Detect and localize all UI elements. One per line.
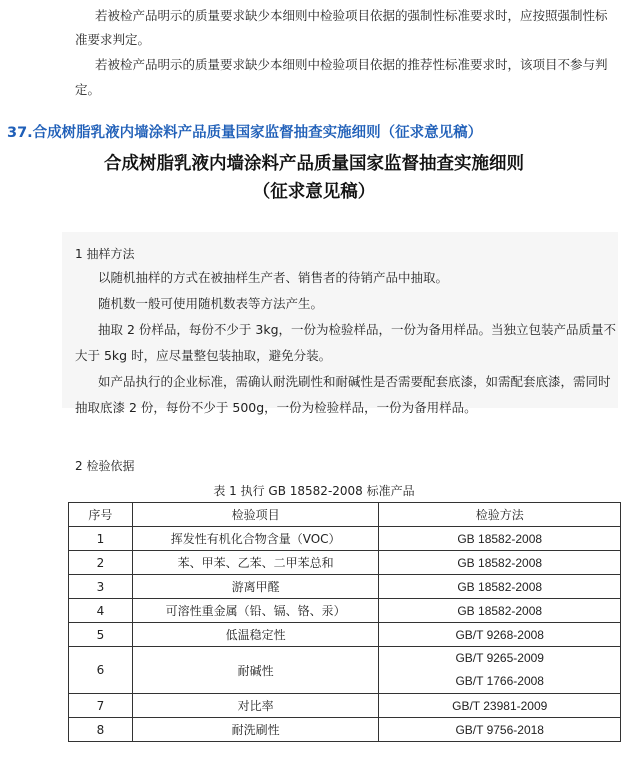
row-number: 3 [69,575,133,599]
row-number: 8 [69,718,133,742]
doc-subtitle: （征求意见稿） [252,182,376,202]
intro-line-2: 准要求判定。 [75,32,151,47]
inspection-method [379,647,621,694]
section-title: 37.合成树脂乳液内墙涂料产品质量国家监督抽查实施细则（征求意见稿） [7,125,483,141]
sampling-p4-line2: 抽取底漆 2 份，每份不少于 500g，一份为检验样品，一份为备用样品。 [75,400,477,415]
inspection-item: 对比率 [132,694,379,718]
inspection-item: 游离甲醛 [132,575,379,599]
table-row [69,527,621,551]
method-line: GB/T 9265-2009 [455,651,544,665]
intro-line-1: 若被检产品明示的质量要求缺少本细则中检验项目依据的强制性标准要求时，应按照强制性标 [95,8,608,23]
inspection-method: GB 18582-2008 [379,551,621,575]
inspection-method: GB 18582-2008 [379,575,621,599]
inspection-item: 低温稳定性 [132,623,379,647]
inspection-method: GB/T 9268-2008 [379,623,621,647]
table-row [69,599,621,623]
intro-line-3: 若被检产品明示的质量要求缺少本细则中检验项目依据的推荐性标准要求时，该项目不参与判 [95,57,608,72]
inspection-item: 挥发性有机化合物含量（VOC） [132,527,379,551]
sampling-p1: 以随机抽样的方式在被抽样生产者、销售者的待销产品中抽取。 [98,270,449,285]
col-header-no: 序号 [69,503,133,527]
col-header-method: 检验方法 [379,503,621,527]
inspection-method: GB 18582-2008 [379,527,621,551]
sampling-p3-line2: 大于 5kg 时，应尽量整包装抽取，避免分装。 [75,348,332,363]
table-row [69,551,621,575]
inspection-method: GB/T 23981-2009 [379,694,621,718]
row-number: 6 [69,647,133,694]
inspection-item: 苯、甲苯、乙苯、二甲苯总和 [132,551,379,575]
table-row [69,575,621,599]
table-row [69,694,621,718]
basis-heading: 2 检验依据 [75,459,135,473]
sampling-p4-line1: 如产品执行的企业标准，需确认耐洗刷性和耐碱性是否需要配套底漆，如需配套底漆，需同时 [98,374,611,389]
inspection-item: 耐碱性 [132,647,379,694]
doc-title: 合成树脂乳液内墙涂料产品质量国家监督抽查实施细则 [104,154,524,174]
row-number: 7 [69,694,133,718]
sampling-p3-line1: 抽取 2 份样品，每份不少于 3kg，一份为检验样品，一份为备用样品。当独立包装产品质量不 [98,322,617,337]
row-number: 2 [69,551,133,575]
method-line: GB/T 1766-2008 [455,674,544,688]
row-number: 1 [69,527,133,551]
table-header-row [69,503,621,527]
inspection-table [68,502,621,742]
row-number: 4 [69,599,133,623]
table-row [69,623,621,647]
table-row [69,647,621,694]
inspection-method: GB 18582-2008 [379,599,621,623]
intro-line-4: 定。 [75,82,101,97]
table-caption: 表 1 执行 GB 18582-2008 标准产品 [213,484,415,498]
inspection-item: 可溶性重金属（铅、镉、铬、汞） [132,599,379,623]
sampling-heading: 1 抽样方法 [75,247,135,261]
sampling-p2: 随机数一般可使用随机数表等方法产生。 [98,296,324,311]
inspection-method: GB/T 9756-2018 [379,718,621,742]
table-row [69,718,621,742]
row-number: 5 [69,623,133,647]
inspection-item: 耐洗刷性 [132,718,379,742]
col-header-item: 检验项目 [132,503,379,527]
